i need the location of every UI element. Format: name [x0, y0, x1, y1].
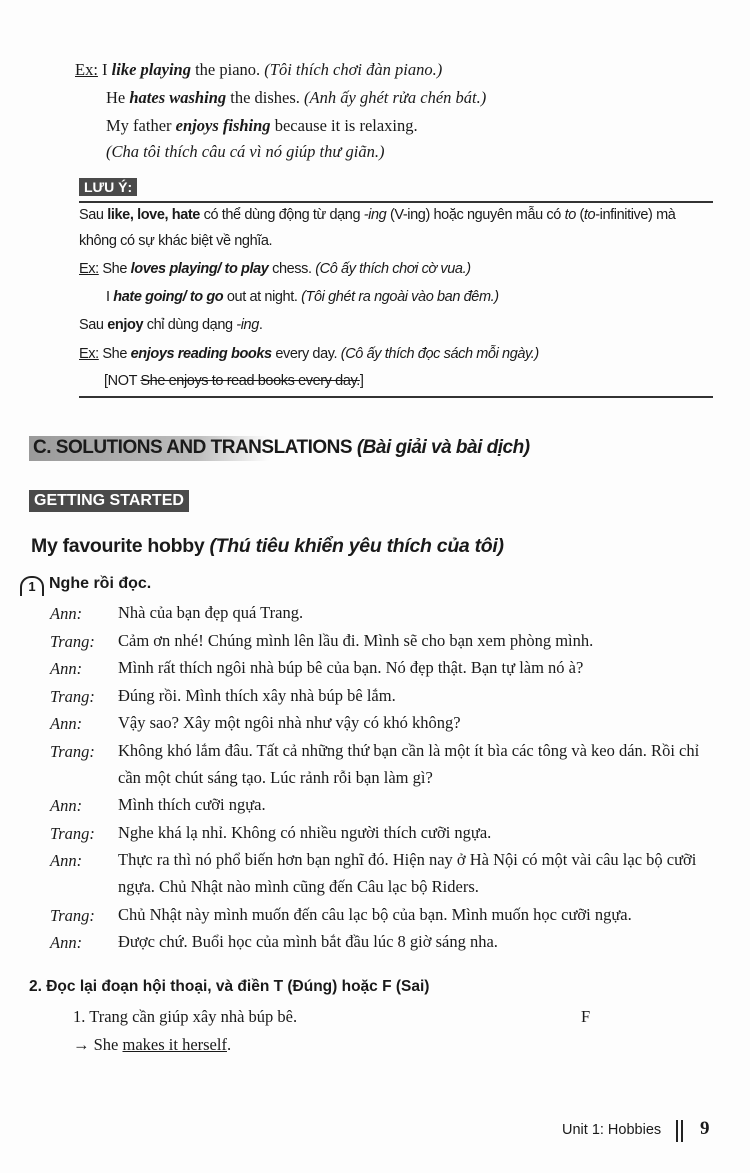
note-example: Ex: She enjoys reading books every day. (Cô ấy thích đọc sách mỗi ngày.) — [79, 346, 539, 362]
note-top-rule — [79, 201, 713, 203]
dialogue-line: Mình thích cưỡi ngựa. — [118, 795, 266, 814]
task-item: 1. Trang cần giúp xây nhà búp bê. — [73, 1007, 298, 1026]
dialogue-line: Nghe khá lạ nhỉ. Không có nhiều người thích cưỡi ngựa. — [118, 822, 492, 842]
example-line: He hates washing the dishes. (Anh ấy ghét rửa chén bát.) — [106, 88, 487, 107]
speaker: Ann: — [50, 851, 83, 870]
speaker: Ann: — [50, 796, 83, 815]
speaker: Ann: — [50, 714, 83, 733]
lesson-title: My favourite hobby (Thú tiêu khiển yêu thích của tôi) — [31, 535, 504, 557]
speaker: Ann: — [50, 659, 83, 678]
speaker: Trang: — [50, 741, 95, 761]
dialogue-line: Được chứ. Buổi học của mình bắt đầu lúc 8 giờ sáng nha. — [118, 932, 498, 951]
dialogue-line: Cảm ơn nhé! Chúng mình lên lầu đi. Mình sẽ cho bạn xem phòng mình. — [118, 630, 594, 650]
speaker: Trang: — [50, 905, 95, 925]
section-heading: C. SOLUTIONS AND TRANSLATIONS (Bài giải và bài dịch) — [33, 437, 530, 458]
task-explanation: → She makes it herself. — [73, 1035, 232, 1054]
example-line: My father enjoys fishing because it is relaxing. — [106, 116, 418, 135]
example-line: Ex: I like playing the piano. (Tôi thích chơi đàn piano.) — [75, 60, 443, 79]
speaker: Ann: — [50, 933, 83, 952]
dialogue-line: Chủ Nhật này mình muốn đến câu lạc bộ của bạn. Mình muốn học cưỡi ngựa. — [118, 904, 632, 924]
note-label: LƯU Ý: — [79, 178, 137, 196]
example-translation: (Cha tôi thích câu cá vì nó giúp thư giãn.) — [106, 142, 385, 161]
getting-started-label: GETTING STARTED — [29, 490, 189, 512]
speaker: Trang: — [50, 631, 95, 651]
note-example: I hate going/ to go out at night. (Tôi ghét ra ngoài vào ban đêm.) — [106, 289, 499, 305]
footer-divider — [676, 1120, 678, 1142]
page-number: 9 — [700, 1118, 710, 1139]
speaker: Trang: — [50, 823, 95, 843]
dialogue-line: Đúng rồi. Mình thích xây nhà búp bê lắm. — [118, 685, 396, 705]
dialogue-line: Vậy sao? Xây một ngôi nhà như vậy có khó không? — [118, 713, 461, 732]
dialogue-line: Nhà của bạn đẹp quá Trang. — [118, 603, 304, 622]
dialogue-line: Không khó lắm đâu. Tất cả những thứ bạn cần là một ít bìa các tông và keo dán. Rồi chỉ cần một chút sáng tạo. Lúc rảnh rỗi bạn làm gì? — [118, 740, 700, 787]
note-example: Ex: She loves playing/ to play chess. (Cô ấy thích chơi cờ vua.) — [79, 261, 471, 277]
task-answer: F — [581, 1007, 591, 1026]
speaker: Trang: — [50, 686, 95, 706]
note-bottom-rule — [79, 396, 713, 398]
footer-unit: Unit 1: Hobbies — [562, 1122, 662, 1138]
task-2-heading: 2. Đọc lại đoạn hội thoại, và điền T (Đúng) hoặc F (Sai) — [29, 978, 430, 995]
task-1-heading: 1 Nghe rồi đọc. — [20, 575, 151, 596]
note-paragraph: Sau enjoy chỉ dùng dạng -ing. — [79, 317, 263, 333]
note-example: [NOT She enjoys to read books every day.] — [104, 373, 364, 389]
speaker: Ann: — [50, 604, 83, 623]
dialogue-line: Thực ra thì nó phổ biến hơn bạn nghĩ đó. Hiện nay ở Hà Nội có một vài câu lạc bộ cưỡi ngựa. Chủ Nhật nào mình cũng đến Câu lạc bộ Riders. — [118, 850, 697, 896]
note-paragraph: không có sự khác biệt về nghĩa. — [79, 233, 273, 249]
dialogue-line: Mình rất thích ngôi nhà búp bê của bạn. Nó đẹp thật. Bạn tự làm nó à? — [118, 658, 584, 677]
headphones-icon: 1 — [20, 576, 44, 596]
note-paragraph: Sau like, love, hate có thể dùng động từ dạng -ing (V-ing) hoặc nguyên mẫu có to (to-infinitive) mà — [79, 207, 676, 223]
